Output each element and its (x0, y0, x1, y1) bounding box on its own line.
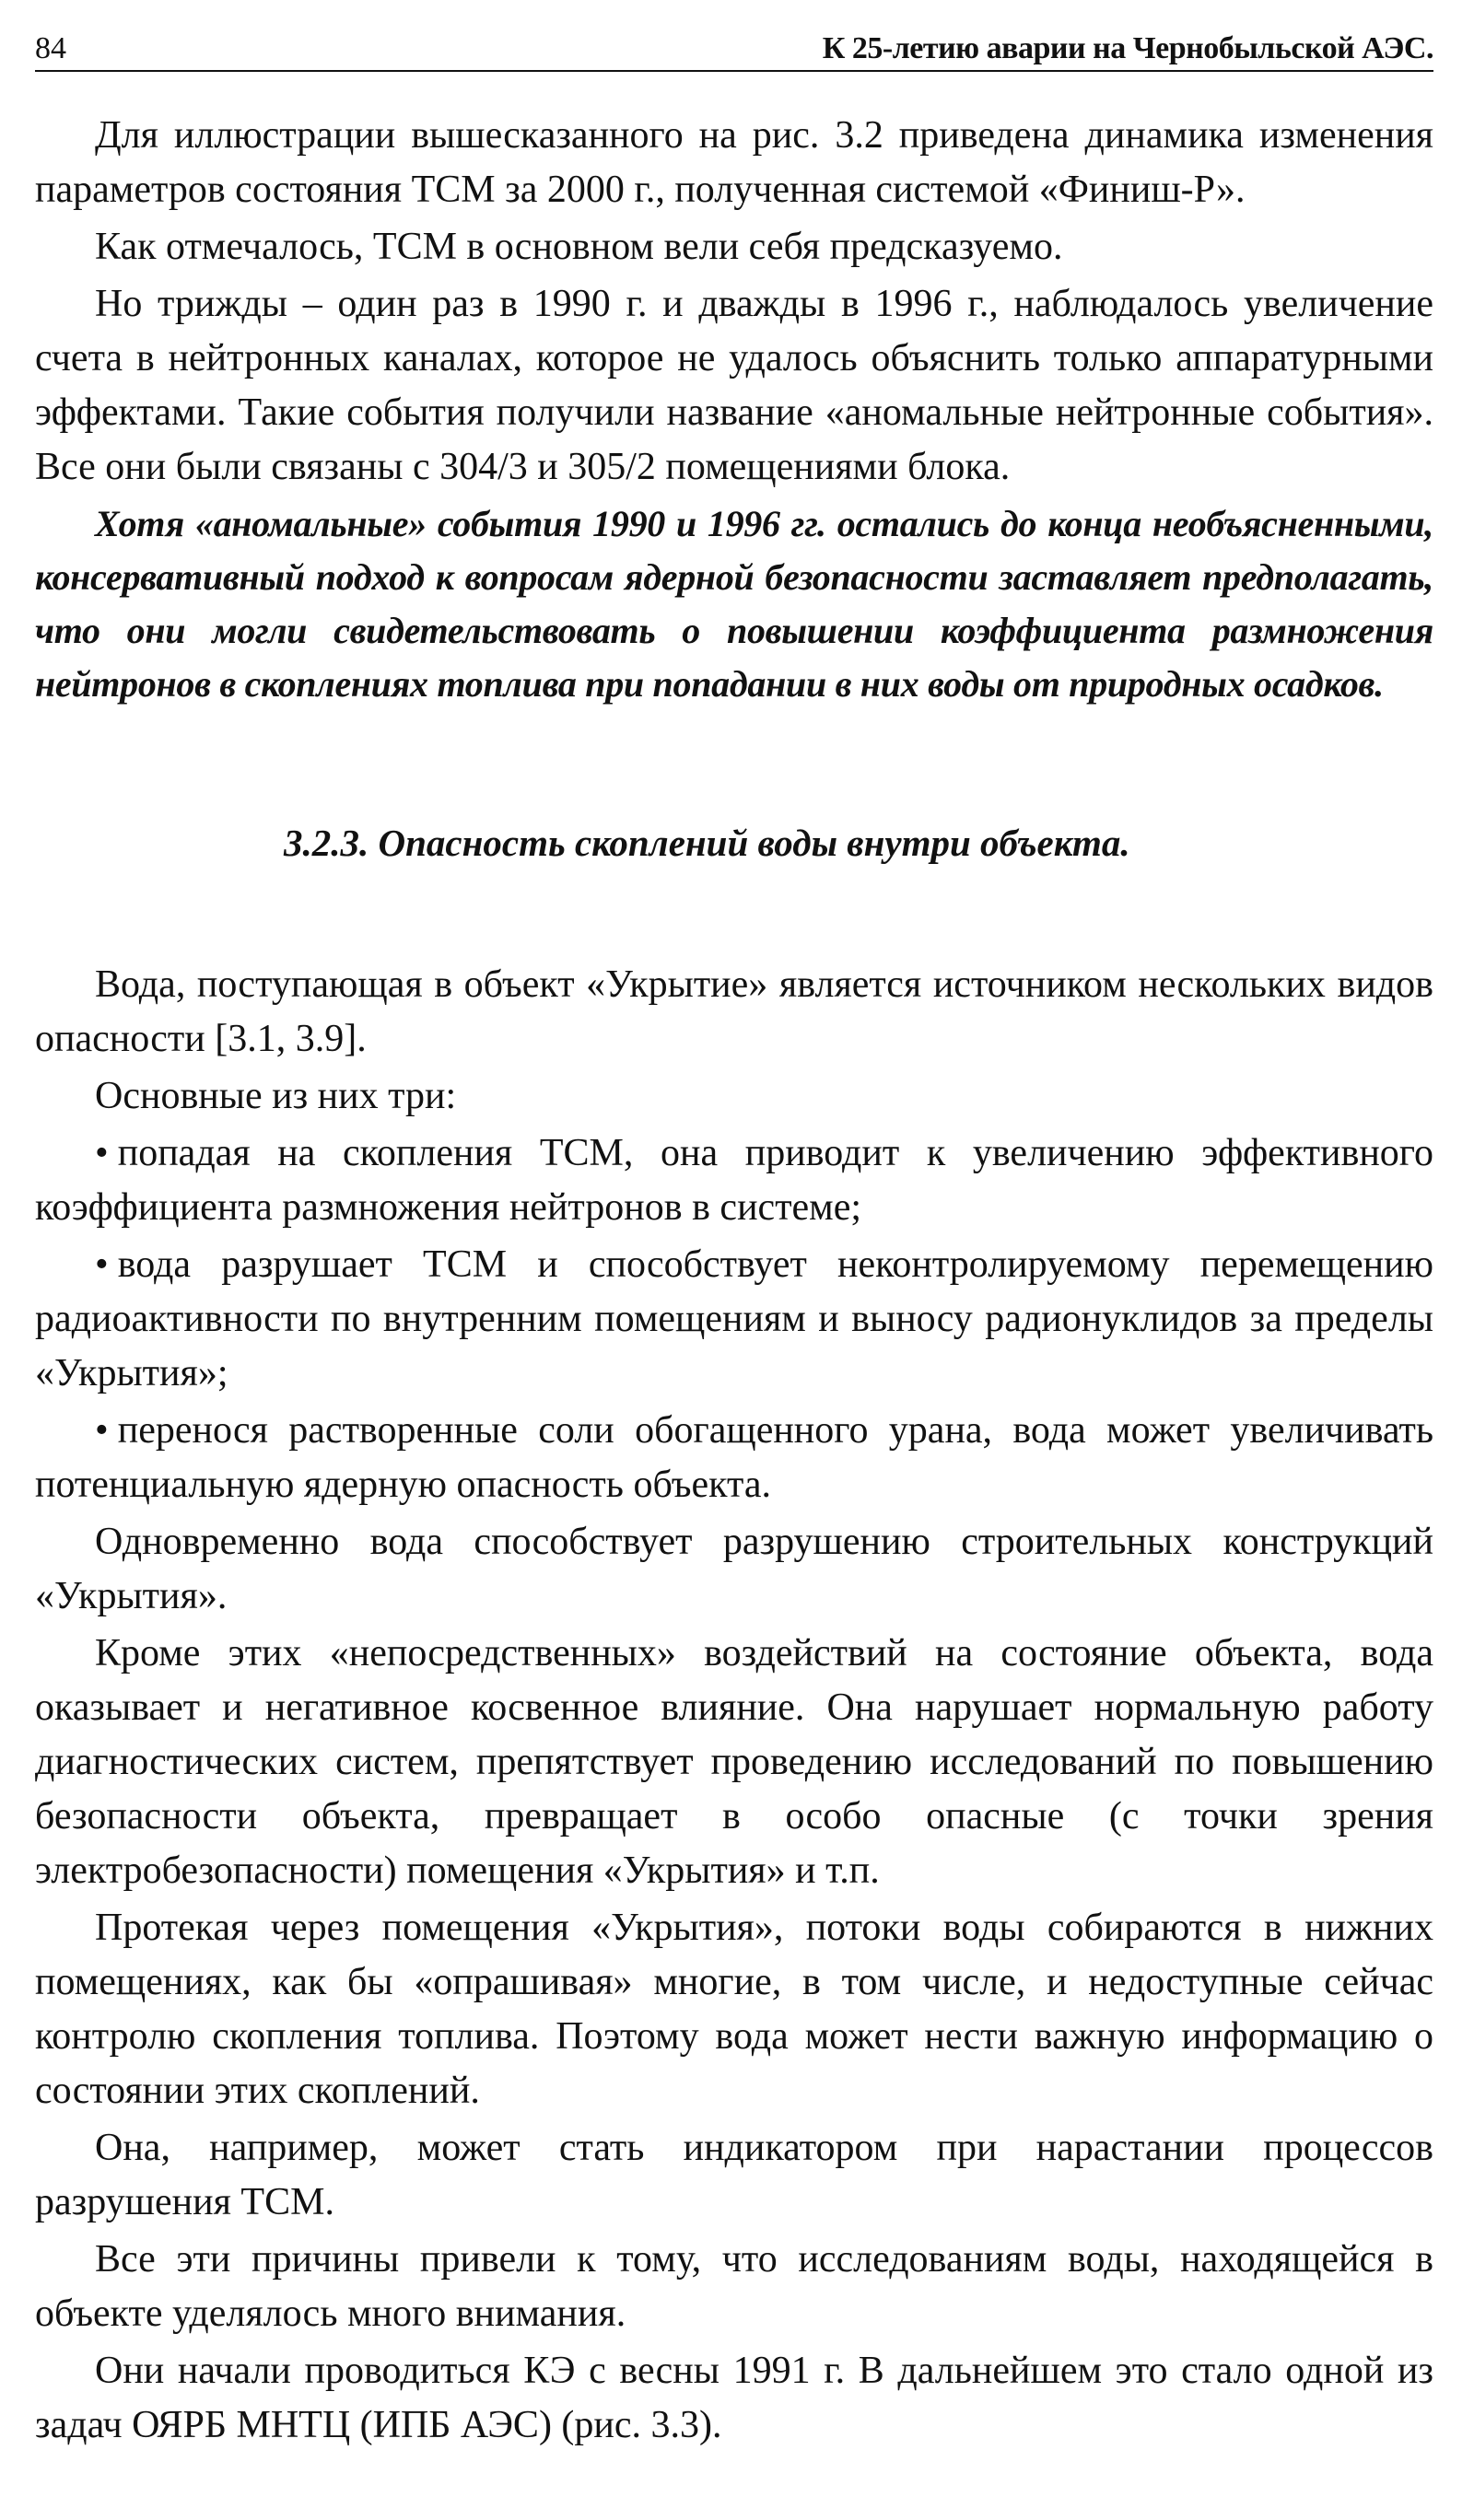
body-text (35, 109, 1433, 2456)
paragraph: Для иллюстрации вышесказанного на рис. 3.2 приведена динамика изменения параметров состояния ТСМ за 2000 г., полученная системой «Финиш-Р». (35, 114, 1433, 211)
bullet-text: перенося растворенные соли обогащенного урана, вода может увеличивать потенциальную ядерную опасность объекта. (35, 1409, 1433, 1506)
bullet-text: попадая на скопления ТСМ, она приводит к увеличению эффективного коэффициента размножения нейтронов в системе; (35, 1132, 1433, 1229)
italic-paragraph: Хотя «аномальные» события 1990 и 1996 гг. остались до конца необъясненными, консервативный подход к вопросам ядерной безопасности заставляет предполагать, что они могли свидетельствовать о повышении коэффициента размножения нейтронов в скоплениях топлива при попадании в них воды от природных осадков. (35, 503, 1433, 705)
section-title: 3.2.3. Опасность скоплений воды внутри объекта. (284, 822, 1130, 864)
paragraph: Все эти причины привели к тому, что исследованиям воды, находящейся в объекте уделялось много внимания. (35, 2238, 1433, 2335)
paragraph: Основные из них три: (95, 1075, 457, 1117)
paragraph: Они начали проводиться КЭ с весны 1991 г. В дальнейшем это стало одной из задач ОЯРБ МНТЦ (ИПБ АЭС) (рис. 3.3). (35, 2350, 1433, 2446)
bullet-icon: • (95, 1243, 109, 1286)
page-number: 84 (35, 31, 66, 65)
bullet-icon: • (95, 1409, 109, 1452)
paragraph: Как отмечалось, ТСМ в основном вели себя предсказуемо. (95, 226, 1063, 268)
bullet-icon: • (95, 1132, 109, 1174)
paragraph: Кроме этих «непосредственных» воздействий на состояние объекта, вода оказывает и негативное косвенное влияние. Она нарушает нормальную работу диагностических систем, препятствует проведению исследований по повышению безопасности объекта, превращает в особо опасные (с точки зрения электробезопасности) помещения «Укрытия» и т.п. (35, 1632, 1433, 1892)
bullet-text: вода разрушает ТСМ и способствует неконтролируемому перемещению радиоактивности по внутренним помещениям и выносу радионуклидов за пределы «Укрытия»; (35, 1243, 1433, 1394)
paragraph: Но трижды – один раз в 1990 г. и дважды в 1996 г., наблюдалось увеличение счета в нейтронных каналах, которое не удалось объяснить только аппаратурными эффектами. Такие события получили название «аномальные нейтронные события». Все они были связаны с 304/3 и 305/2 помещениями блока. (35, 283, 1433, 488)
bullet-item (35, 1126, 1433, 1235)
paragraph: Одновременно вода способствует разрушению строительных конструкций «Укрытия». (35, 1521, 1433, 1617)
running-title: К 25-летию аварии на Чернобыльской АЭС. (822, 31, 1433, 65)
paragraph: Протекая через помещения «Укрытия», потоки воды собираются в нижних помещениях, как бы «опрашивая» многие, в том числе, и недоступные сейчас контролю скопления топлива. Поэтому вода может нести важную информацию о состоянии этих скоплений. (35, 1907, 1433, 2112)
bullet-item (35, 1404, 1433, 1512)
page-header (35, 28, 1433, 72)
paragraph: Она, например, может стать индикатором при нарастании процессов разрушения ТСМ. (35, 2127, 1433, 2223)
bullet-item (35, 1238, 1433, 1401)
paragraph: Вода, поступающая в объект «Укрытие» является источником нескольких видов опасности [3.1, 3.9]. (35, 963, 1433, 1060)
